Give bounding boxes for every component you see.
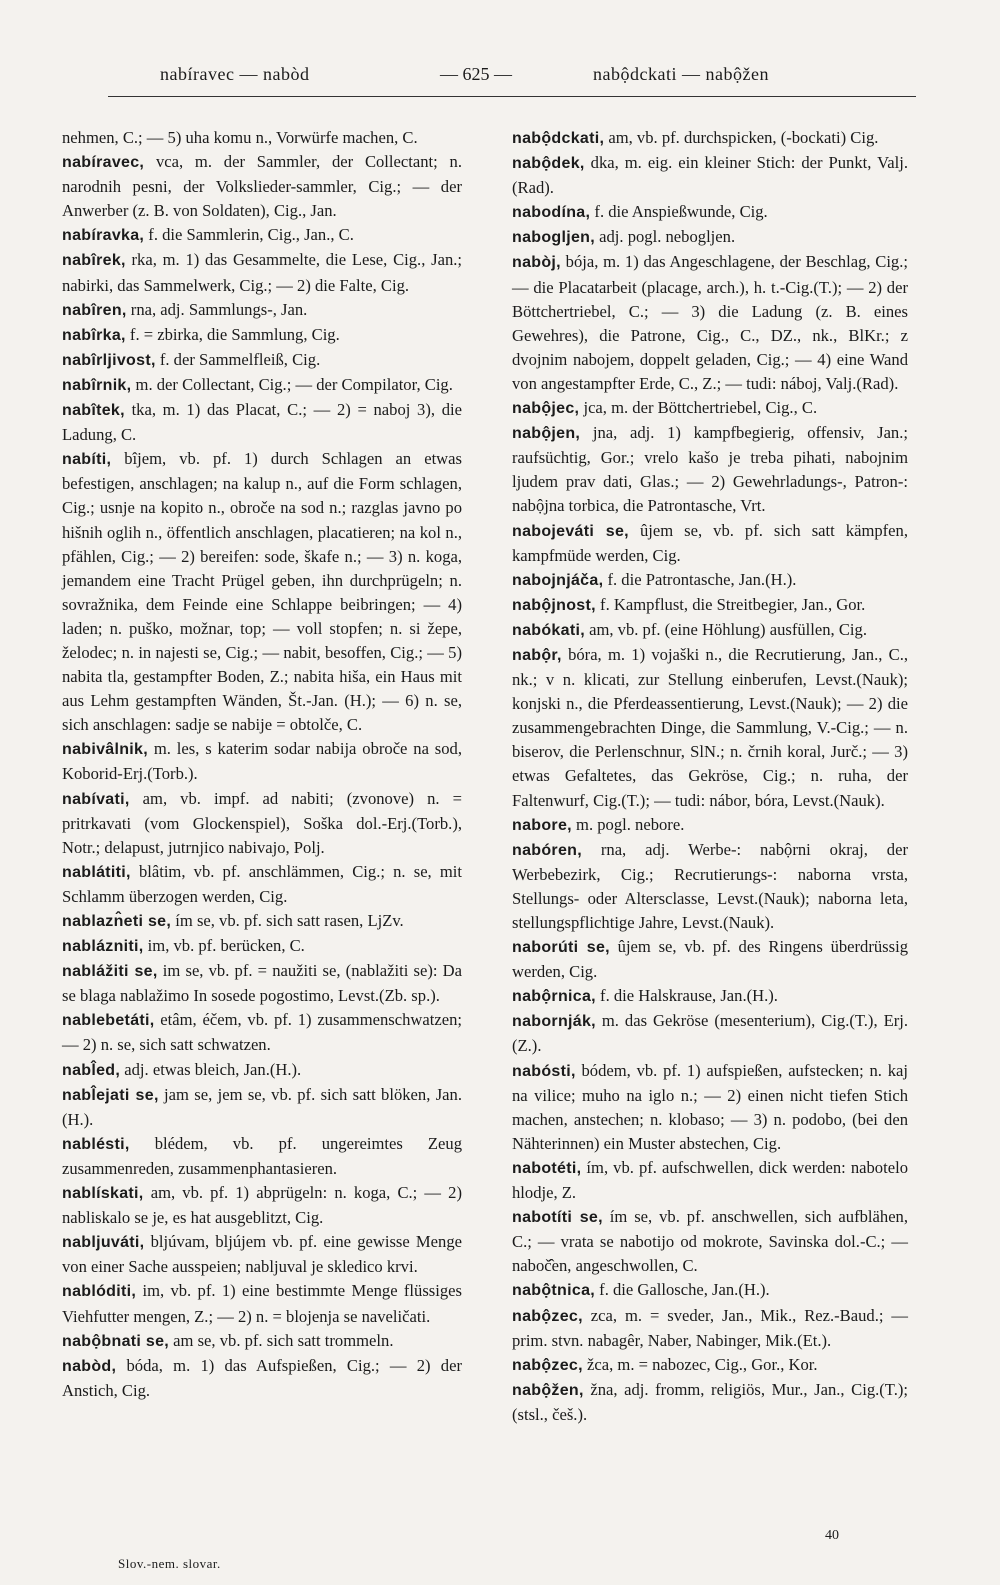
dictionary-entry — [512, 618, 908, 643]
entry-definition: rna, adj. Werbe-: nabộrni okraj, der Werbebezirk, Cig.; Recrutierungs-: naborna vrsta, Stellungs- oder Altersclasse, Levst.(Nauk); naborna leta, stellungspflichtige Jahre, Levst.(Nauk). — [512, 839, 908, 932]
dictionary-entry — [62, 787, 462, 860]
entry-headword: nabộzec, — [512, 1307, 583, 1325]
entry-headword: nablázniti, — [62, 938, 144, 956]
entry-headword: nabộjen, — [512, 425, 581, 443]
entry-definition: f. die Patrontasche, Jan.(H.). — [603, 569, 797, 589]
entry-definition: blâtim, vb. pf. anschlämmen, Cig.; n. se, mit Schlamm überzogen werden, Cig. — [62, 861, 462, 906]
left-column — [62, 126, 462, 1403]
entry-definition: ím se, vb. pf. anschwellen, sich aufblähen, C.; — vrata se nabotijo od mokrote, Savinska dol.-C.; — naboč̂en, angeschwollen, C. — [512, 1207, 908, 1276]
entry-definition: etâm, éčem, vb. pf. 1) zusammenschwatzen; — 2) n. se, sich satt schwatzen. — [62, 1010, 462, 1055]
entry-headword: nabíti, — [62, 451, 112, 469]
dictionary-entry — [512, 935, 908, 984]
dictionary-entry — [512, 1278, 908, 1303]
entry-headword: nabíravka, — [62, 227, 145, 245]
entry-headword: nabộbnati se, — [62, 1332, 170, 1350]
entry-headword: nabókati, — [512, 621, 585, 639]
entry-headword: nabîren, — [62, 301, 127, 319]
entry-headword: naborúti se, — [512, 939, 610, 957]
entry-definition: f. die Gallosche, Jan.(H.). — [595, 1280, 770, 1300]
entry-definition: f. der Sammelfleiß, Cig. — [155, 349, 321, 369]
dictionary-entry — [512, 1009, 908, 1058]
entry-definition: žca, m. = nabozec, Cig., Gor., Kor. — [582, 1354, 818, 1374]
dictionary-entry — [512, 813, 908, 838]
dictionary-entry — [512, 984, 908, 1009]
entry-headword: nabívati, — [62, 790, 130, 808]
entry-headword: nablóditi, — [62, 1283, 137, 1301]
dictionary-entry — [512, 593, 908, 618]
entry-definition: bódem, vb. pf. 1) aufspießen, aufstecken; n. kaj na vilice; muho na iglo n.; — 2) einen nicht tiefen Stich machen, anstechen; n. klobaso; — 3) n. podobo, (bei den Nähterinnen) ein Muster abstechen, Cig. — [512, 1060, 908, 1153]
entry-headword: nabodína, — [512, 204, 591, 222]
entry-headword: nabộžen, — [512, 1381, 584, 1399]
entry-definition: am, vb. pf. 1) abprügeln: n. koga, C.; — 2) nabliskalo se je, es hat ausgeblitzt, Cig. — [62, 1183, 462, 1228]
dictionary-entry — [62, 860, 462, 909]
dictionary-entry — [62, 348, 462, 373]
entry-headword: nablebetáti, — [62, 1012, 155, 1030]
dictionary-entry — [62, 934, 462, 959]
entry-headword: nabîtek, — [62, 402, 125, 420]
dictionary-entry — [512, 838, 908, 935]
dictionary-entry — [512, 519, 908, 568]
entry-headword: nabộdckati, — [512, 130, 605, 147]
dictionary-entry — [62, 373, 462, 398]
entry-definition: bljúvam, bljújem vb. pf. eine gewisse Menge von einer Sache ausspeien; nabljuval je skledico krvi. — [62, 1232, 462, 1277]
entry-headword: nabore, — [512, 816, 572, 834]
entry-headword: nabornják, — [512, 1013, 596, 1031]
entry-headword: nablískati, — [62, 1185, 144, 1203]
dictionary-entry — [512, 396, 908, 421]
entry-definition: f. = zbirka, die Sammlung, Cig. — [125, 324, 340, 344]
entry-headword: nabộrnica, — [512, 988, 596, 1006]
entry-definition: nehmen, C.; — 5) uha komu n., Vorwürfe machen, C. — [62, 128, 418, 147]
entry-definition: žna, adj. fromm, religiös, Mur., Jan., Cig.(T.); (stsl., češ.). — [512, 1379, 908, 1424]
entry-headword: nabivâlnik, — [62, 741, 148, 759]
entry-definition: am se, vb. pf. sich satt trommeln. — [169, 1330, 394, 1350]
signature-mark: Slov.-nem. slovar. — [118, 1556, 221, 1571]
entry-headword: nabl̂ed, — [62, 1061, 121, 1079]
entry-definition: rna, adj. Sammlungs-, Jan. — [126, 299, 308, 319]
entry-headword: nabljuváti, — [62, 1234, 145, 1252]
dictionary-entry — [512, 1378, 908, 1427]
entry-headword: nabộjec, — [512, 400, 580, 418]
entry-definition: f. die Anspießwunde, Cig. — [590, 202, 768, 222]
dictionary-entry — [512, 250, 908, 396]
entry-headword: nabộtnica, — [512, 1282, 596, 1300]
entry-definition: bîjem, vb. pf. 1) durch Schlagen an etwas befestigen, anschlagen; na kalup n., auf die Form schlagen, Cig.; usnje na kopito n., obroče na sod n.; razglas javno po hišnih oglih n., öffentlich anschlagen, placatieren; na kol n., pfählen, Cig.; — 2) bereifen: sode, škafe n.; — 3) n. koga, jemandem eine Tracht Prügel geben, ihn durchprügeln; n. sovražnika, dem Feinde eine Schlappe beibringen; — 4) laden; n. puško, možnar, top; — voll stopfen; n. si žepe, želodec; n. in najesti se, Cig.; — nabit, besoffen, Cig.; — 5) nabita tla, gestampfter Boden, Z.; nabita hiša, ein Haus mit aus Lehm gestampften Wänden, Št.-Jan. (H.); — 6) n. se, sich anschlagen: sadje se nabije = obtolče, C. — [62, 449, 462, 735]
entry-definition: m. der Collectant, Cig.; — der Compilator, Cig. — [131, 374, 453, 394]
dictionary-entry — [62, 1058, 462, 1083]
entry-definition: bóda, m. 1) das Aufspießen, Cig.; — 2) der Anstich, Cig. — [62, 1355, 462, 1400]
entry-definition: ûjem se, vb. pf. sich satt kämpfen, kampfmüde werden, Cig. — [512, 520, 908, 565]
entry-definition: f. Kampflust, die Streitbegier, Jan., Gor. — [595, 594, 866, 614]
entry-headword: nabộdek, — [512, 155, 585, 173]
entry-headword: nabojeváti se, — [512, 522, 629, 540]
sheet-number: 40 — [825, 1528, 839, 1543]
entry-headword: nablésti, — [62, 1135, 130, 1153]
entry-definition: m. les, s katerim sodar nabija obroče na sod, Koborid-Erj.(Torb.). — [62, 739, 462, 784]
entry-headword: nabîrka, — [62, 326, 126, 344]
entry-definition: rka, m. 1) das Gesammelte, die Lese, Cig., Jan.; nabirki, das Sammelwerk, Cig.; — 2) die Falte, Cig. — [62, 250, 462, 295]
dictionary-entry — [512, 1353, 908, 1378]
entry-headword: nablážiti se, — [62, 963, 158, 981]
dictionary-entry — [512, 1059, 908, 1156]
dictionary-entry — [512, 421, 908, 518]
header-left-guideword: nabíravec — nabòd — [160, 64, 310, 84]
dictionary-entry — [512, 151, 908, 200]
entry-definition: vca, m. der Sammler, der Collectant; n. narodnih pesni, der Volkslieder-sammler, Cig.; — der Anwerber (z. B. von Soldaten), Cig., Jan. — [62, 152, 462, 221]
dictionary-entry — [512, 126, 908, 151]
right-column — [512, 126, 908, 1427]
dictionary-entry — [62, 150, 462, 223]
entry-definition: jca, m. der Böttchertriebel, Cig., C. — [579, 398, 818, 418]
entry-headword: nabộr, — [512, 646, 562, 664]
dictionary-entry — [62, 298, 462, 323]
entry-headword: nabộzec, — [512, 1356, 583, 1374]
dictionary-entry — [62, 1329, 462, 1354]
dictionary-entry — [62, 126, 462, 150]
entry-definition: ûjem se, vb. pf. des Ringens überdrüssig werden, Cig. — [512, 937, 908, 982]
entry-definition: f. die Halskrause, Jan.(H.). — [595, 986, 778, 1006]
dictionary-entry — [62, 909, 462, 934]
entry-headword: nabòd, — [62, 1357, 117, 1375]
entry-definition: ím se, vb. pf. sich satt rasen, LjZv. — [171, 911, 404, 930]
page-number: — 625 — — [440, 64, 512, 84]
entry-headword: nabîrnik, — [62, 376, 132, 394]
dictionary-entry — [62, 323, 462, 348]
entry-headword: nabòj, — [512, 254, 561, 272]
entry-headword: nabîrljivost, — [62, 351, 156, 369]
entry-headword: nabósti, — [512, 1062, 576, 1080]
dictionary-entry — [512, 1304, 908, 1353]
entry-definition: am, vb. pf. (eine Höhlung) ausfüllen, Cig. — [584, 619, 867, 639]
dictionary-entry — [512, 200, 908, 225]
entry-definition: jna, adj. 1) kampfbegierig, offensiv, Jan.; raufsüchtig, Gor.; vrelo kašo je treba pihati, nabojnim ljudem prav dati, Glas.; — 2) Gewehrladungs-, Patron-: nabộjna torbica, die Patrontasche, Vrt. — [512, 423, 908, 516]
entry-definition: im, vb. pf. 1) eine bestimmte Menge flüssiges Viehfutter mengen, Z.; — 2) n. = blojenja se naveličati. — [62, 1281, 462, 1326]
entry-definition: jam se, jem se, vb. pf. sich satt blöken, Jan.(H.). — [62, 1084, 462, 1129]
dictionary-entry — [62, 959, 462, 1008]
entry-definition: bóra, m. 1) vojaški n., die Recrutierung, Jan., C., nk.; v n. klicati, zur Stellung einberufen, Levst.(Nauk); konjski n., die Pferdeassentierung, Levst.(Nauk); — 2) die zusammengebrachten Dinge, die Sammlung, V.-Cig.; — n. biserov, die Perlenschnur, SlN.; n. črnih koral, Jurč.; — 3) etwas Gefaltetes, das Gekröse, Cig.; n. ruha, der Faltenwurf, Cig.(T.); — tudi: nábor, bóra, Levst.(Nauk). — [512, 644, 908, 810]
dictionary-entry — [62, 1230, 462, 1279]
dictionary-entry — [62, 737, 462, 786]
entry-definition: am, vb. impf. ad nabiti; (zvonove) n. = pritrkavati (vom Glockenspiel), Soška dol.-Erj.(Torb.), Notr.; delapust, jutrnjico nabivajo, Polj. — [62, 788, 462, 857]
entry-definition: im se, vb. pf. = naužiti se, (nablažiti se): Da se blaga nablažimo In sosede pogostimo, Levst.(Zb. sp.). — [62, 961, 462, 1006]
dictionary-entry — [512, 1156, 908, 1205]
dictionary-entry — [512, 643, 908, 813]
entry-headword: nabogljen, — [512, 229, 595, 247]
dictionary-entry — [512, 1205, 908, 1278]
entry-definition: f. die Sammlerin, Cig., Jan., C. — [144, 225, 354, 245]
entry-headword: nabóren, — [512, 841, 582, 859]
entry-definition: adj. etwas bleich, Jan.(H.). — [120, 1059, 302, 1079]
dictionary-entry — [62, 1132, 462, 1181]
entry-definition: m. pogl. nebore. — [571, 814, 685, 834]
entry-headword: nabíravec, — [62, 154, 145, 172]
dictionary-entry — [62, 248, 462, 297]
entry-definition: tka, m. 1) das Placat, C.; — 2) = naboj 3), die Ladung, C. — [62, 400, 462, 445]
entry-definition: dka, m. eig. ein kleiner Stich: der Punkt, Valj.(Rad). — [512, 153, 908, 198]
entry-definition: bója, m. 1) das Angeschlagene, der Beschlag, Cig.; — die Placatarbeit (placage, arch.), h. t.-Cig.(T.); — 2) der Böttchertriebel, C.; — 3) die Ladung (z. B. eines Gewehres), die Patrone, Cig., C., DZ., nk., BlKr.; z dvojnim nabojem, doppelt geladen, Cig.; — 4) eine Wand von angestampfter Erde, C., Z.; — tudi: náboj, Valj.(Rad). — [512, 252, 908, 393]
dictionary-entry — [62, 1279, 462, 1328]
entry-definition: im, vb. pf. berücken, C. — [143, 936, 305, 956]
dictionary-entry — [512, 568, 908, 593]
entry-definition: am, vb. pf. durchspicken, (-bockati) Cig. — [604, 128, 879, 147]
entry-headword: nablazn̂eti se, — [62, 913, 172, 930]
dictionary-entry — [62, 447, 462, 737]
entry-definition: adj. pogl. nebogljen. — [595, 227, 736, 247]
entry-headword: nabl̂ejati se, — [62, 1086, 159, 1104]
running-header — [108, 62, 916, 97]
header-right-guideword: nabộdckati — nabộžen — [593, 64, 769, 84]
dictionary-entry — [62, 1354, 462, 1403]
entry-headword: nabîrek, — [62, 252, 126, 270]
entry-headword: nabotéti, — [512, 1159, 582, 1177]
dictionary-entry — [62, 398, 462, 447]
entry-definition: ím, vb. pf. aufschwellen, dick werden: nabotelo hlodje, Z. — [512, 1157, 908, 1203]
dictionary-entry — [62, 223, 462, 248]
entry-headword: nabojnjáča, — [512, 571, 604, 589]
entry-definition: m. das Gekröse (mesenterium), Cig.(T.), Erj.(Z.). — [512, 1011, 908, 1056]
dictionary-entry — [62, 1008, 462, 1057]
dictionary-entry — [512, 225, 908, 250]
dictionary-entry — [62, 1181, 462, 1230]
entry-definition: blédem, vb. pf. ungereimtes Zeug zusammenreden, zusammenphantasieren. — [62, 1133, 462, 1178]
dictionary-entry — [62, 1083, 462, 1132]
entry-headword: nablátiti, — [62, 863, 131, 881]
entry-headword: nabotíti se, — [512, 1209, 603, 1227]
entry-headword: nabộjnost, — [512, 596, 596, 614]
entry-definition: zca, m. = sveder, Jan., Mik., Rez.-Baud.; — prim. stvn. nabagêr, Naber, Nabinger, Mik.(Et.). — [512, 1305, 908, 1350]
